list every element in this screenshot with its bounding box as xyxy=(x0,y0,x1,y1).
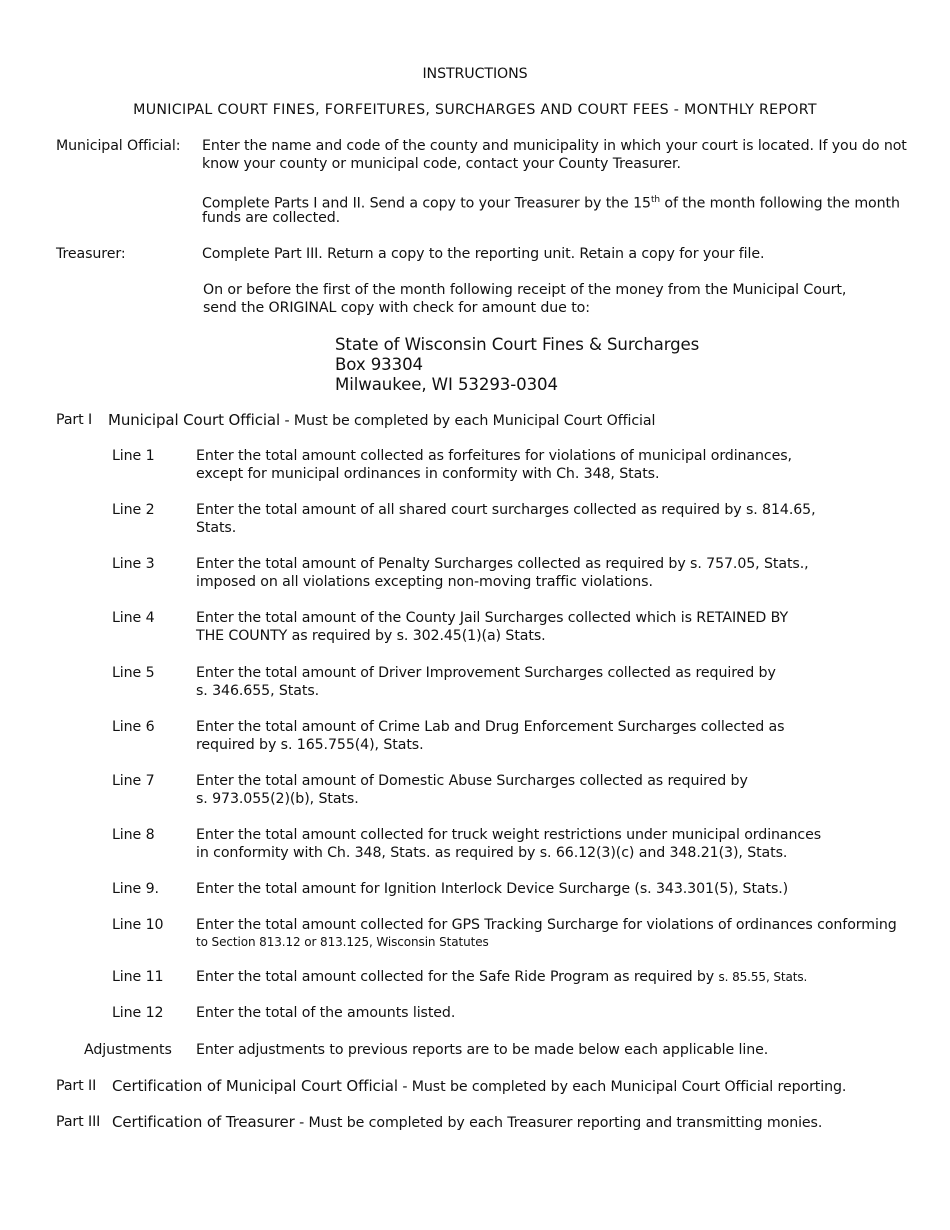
para2-post: of the month following the month xyxy=(659,195,900,212)
line-5-label: Line 5 xyxy=(112,665,155,681)
line-9-label: Line 9. xyxy=(112,881,159,897)
part3-label: Part III xyxy=(56,1114,101,1130)
part3-heading-line xyxy=(112,1113,822,1132)
line-10-text1: Enter the total amount collected for GPS Tracking Surcharge for violations of ordinances conforming xyxy=(196,917,897,933)
line-11-text xyxy=(196,968,807,986)
line-8-label: Line 8 xyxy=(112,827,155,843)
line-6-text2: required by s. 165.755(4), Stats. xyxy=(196,737,424,753)
para2-pre: Complete Parts I and II. Send a copy to your Treasurer by the 15 xyxy=(202,195,651,212)
municipal-official-para2-line2: funds are collected. xyxy=(202,210,341,226)
treasurer-para2-line1: On or before the first of the month following receipt of the money from the Municipal Court, xyxy=(203,282,847,298)
line-7-text2: s. 973.055(2)(b), Stats. xyxy=(196,791,359,807)
line-10-label: Line 10 xyxy=(112,917,164,933)
adjustments-label: Adjustments xyxy=(84,1042,172,1058)
adjustments-text: Enter adjustments to previous reports are to be made below each applicable line. xyxy=(196,1042,769,1058)
line-1-text2: except for municipal ordinances in conformity with Ch. 348, Stats. xyxy=(196,466,660,482)
part1-heading: Municipal Court Official xyxy=(108,411,281,429)
line-2-label: Line 2 xyxy=(112,502,155,518)
part2-heading-line xyxy=(112,1077,846,1096)
part2-heading: Certification of Municipal Court Official xyxy=(112,1077,398,1095)
municipal-official-para1-line1: Enter the name and code of the county and municipality in which your court is located. If you do not xyxy=(202,138,907,154)
municipal-official-para1-line2: know your county or municipal code, contact your County Treasurer. xyxy=(202,156,681,172)
part3-desc: - Must be completed by each Treasurer reporting and transmitting monies. xyxy=(294,1115,823,1131)
line-8-text1: Enter the total amount collected for truck weight restrictions under municipal ordinances xyxy=(196,827,822,843)
address-line3: Milwaukee, WI 53293-0304 xyxy=(335,375,558,394)
report-subtitle: MUNICIPAL COURT FINES, FORFEITURES, SURCHARGES AND COURT FEES - MONTHLY REPORT xyxy=(133,102,817,118)
line-7-text1: Enter the total amount of Domestic Abuse Surcharges collected as required by xyxy=(196,773,748,789)
part1-heading-line xyxy=(108,411,655,430)
line-4-label: Line 4 xyxy=(112,610,155,626)
line-9-text1: Enter the total amount for Ignition Interlock Device Surcharge (s. 343.301(5), Stats.) xyxy=(196,881,789,897)
line-11-text1: Enter the total amount collected for the Safe Ride Program as required by xyxy=(196,969,719,985)
line-1-text1: Enter the total amount collected as forfeitures for violations of municipal ordinances, xyxy=(196,448,792,464)
part1-label: Part I xyxy=(56,412,93,428)
treasurer-para2-line2: send the ORIGINAL copy with check for amount due to: xyxy=(203,300,590,316)
treasurer-label: Treasurer: xyxy=(56,246,126,262)
part2-desc: - Must be completed by each Municipal Court Official reporting. xyxy=(397,1079,847,1095)
line-5-text1: Enter the total amount of Driver Improvement Surcharges collected as required by xyxy=(196,665,776,681)
line-10-text2: to Section 813.12 or 813.125, Wisconsin Statutes xyxy=(196,935,489,949)
line-12-text1: Enter the total of the amounts listed. xyxy=(196,1005,456,1021)
line-6-text1: Enter the total amount of Crime Lab and Drug Enforcement Surcharges collected as xyxy=(196,719,785,735)
line-4-text1: Enter the total amount of the County Jail Surcharges collected which is RETAINED BY xyxy=(196,610,789,626)
para2-sup: th xyxy=(650,195,660,205)
line-2-text2: Stats. xyxy=(196,520,237,536)
line-2-text1: Enter the total amount of all shared court surcharges collected as required by s. 814.65, xyxy=(196,502,816,518)
part3-heading: Certification of Treasurer xyxy=(112,1113,295,1131)
municipal-official-label: Municipal Official: xyxy=(56,138,181,154)
line-3-text1: Enter the total amount of Penalty Surcharges collected as required by s. 757.05, Stats., xyxy=(196,556,809,572)
part1-desc: - Must be completed by each Municipal Court Official xyxy=(280,413,656,429)
instructions-title: INSTRUCTIONS xyxy=(422,66,528,82)
line-12-label: Line 12 xyxy=(112,1005,164,1021)
line-11-label: Line 11 xyxy=(112,969,164,985)
line-3-label: Line 3 xyxy=(112,556,155,572)
line-6-label: Line 6 xyxy=(112,719,155,735)
address-line1: State of Wisconsin Court Fines & Surcharges xyxy=(335,335,700,354)
line-4-text2: THE COUNTY as required by s. 302.45(1)(a) Stats. xyxy=(196,628,546,644)
line-8-text2: in conformity with Ch. 348, Stats. as required by s. 66.12(3)(c) and 348.21(3), Stats. xyxy=(196,845,788,861)
line-7-label: Line 7 xyxy=(112,773,155,789)
part2-label: Part II xyxy=(56,1078,97,1094)
address-line2: Box 93304 xyxy=(335,355,424,374)
line-5-text2: s. 346.655, Stats. xyxy=(196,683,320,699)
line-11-text1-small: s. 85.55, Stats. xyxy=(718,970,808,984)
line-3-text2: imposed on all violations excepting non-moving traffic violations. xyxy=(196,574,653,590)
line-1-label: Line 1 xyxy=(112,448,155,464)
treasurer-para1: Complete Part III. Return a copy to the reporting unit. Retain a copy for your file. xyxy=(202,246,765,262)
